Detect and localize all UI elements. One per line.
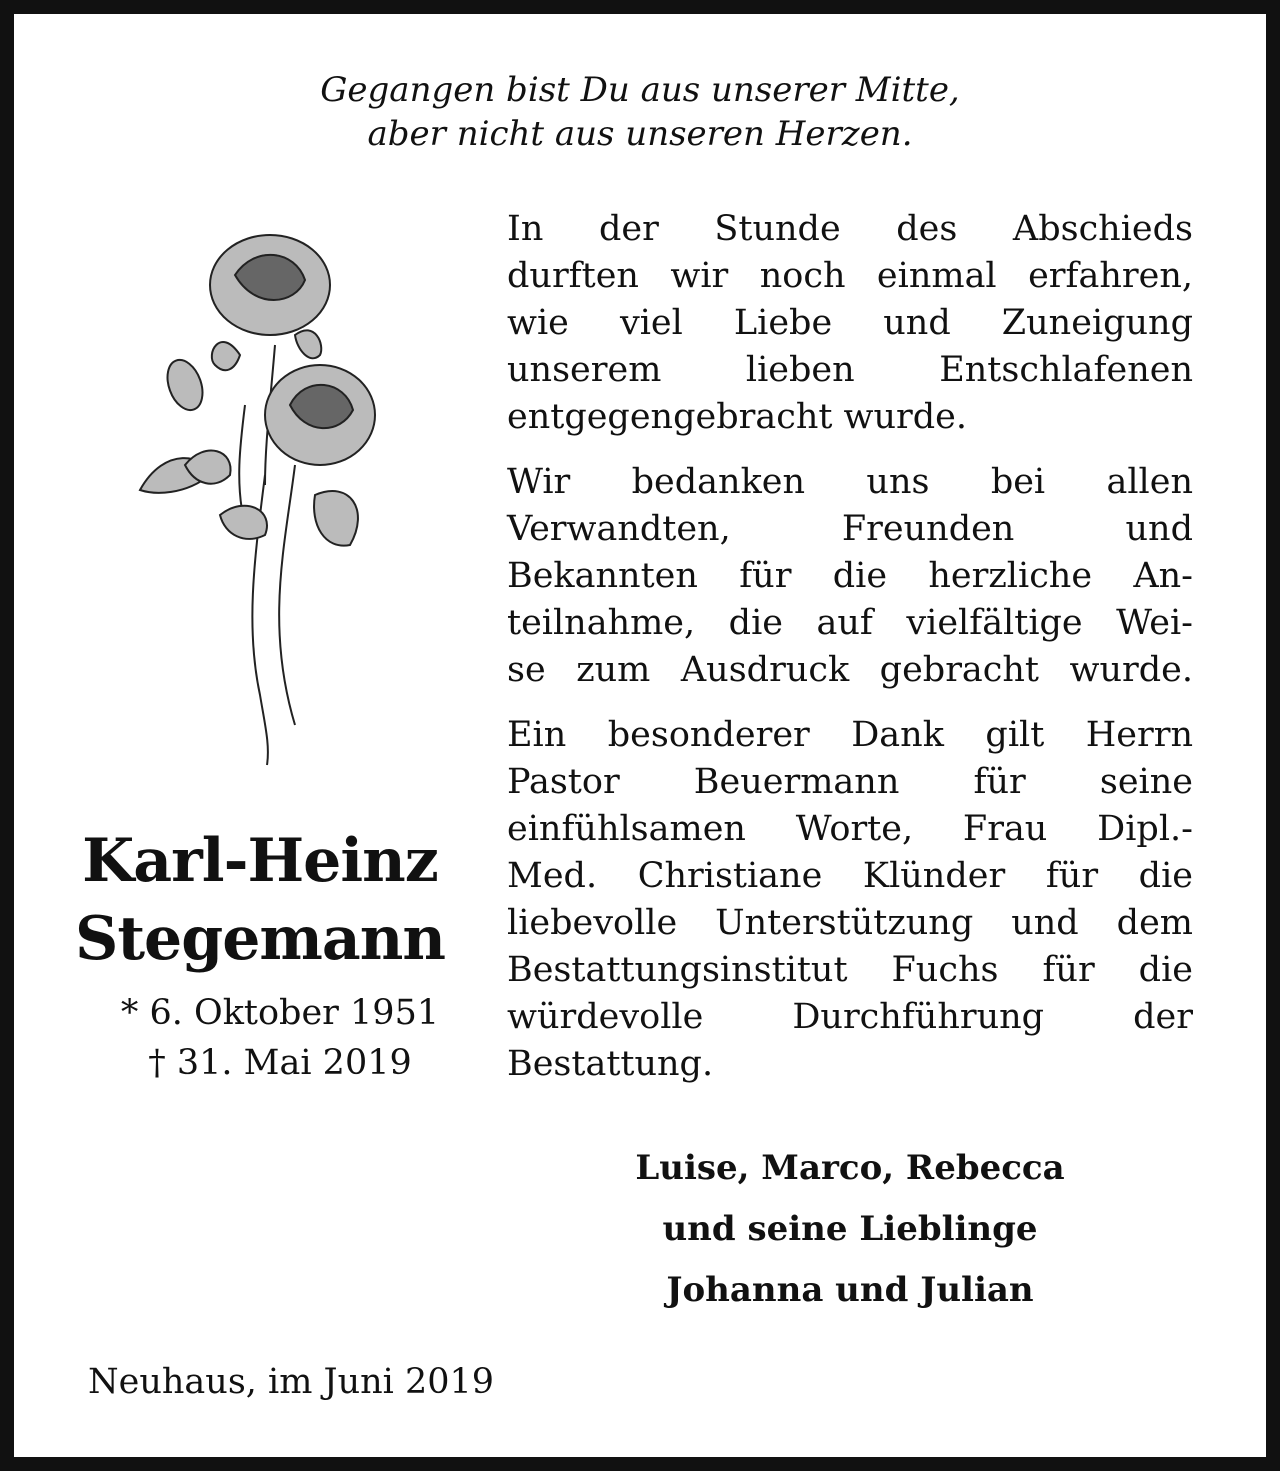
text-line: Verwandten, Freunden und: [507, 509, 1193, 549]
paragraph: [507, 459, 1193, 694]
paragraph: [507, 206, 1193, 441]
death-date: † 31. Mai 2019: [148, 1043, 412, 1083]
text-line: Bestattungsinstitut Fuchs für die: [507, 950, 1193, 990]
text-line: Med. Christiane Klünder für die: [507, 856, 1193, 896]
first-name: Karl-Heinz: [82, 826, 438, 896]
last-name: Stegemann: [75, 904, 445, 974]
paragraph: [507, 712, 1193, 1088]
rose-illustration: [125, 225, 395, 770]
text-line: unserem lieben Entschlafenen: [507, 350, 1193, 390]
text-line: Bestattung.: [507, 1044, 714, 1084]
motto-line: Gegangen bist Du aus unserer Mitte,: [320, 70, 960, 110]
motto-line: aber nicht aus unseren Herzen.: [367, 114, 913, 154]
text-line: In der Stunde des Abschieds: [507, 209, 1193, 249]
text-line: Pastor Beuermann für seine: [507, 762, 1193, 802]
deceased-name: [40, 822, 480, 978]
text-line: durften wir noch einmal erfahren,: [507, 256, 1193, 296]
text-line: entgegengebracht wurde.: [507, 397, 968, 437]
signatures: [560, 1138, 1140, 1321]
text-line: einfühlsamen Worte, Frau Dipl.-: [507, 809, 1193, 849]
signature-line: Luise, Marco, Rebecca: [635, 1148, 1065, 1188]
text-line: teilnahme, die auf vielfältige Wei-: [507, 603, 1193, 643]
text-line: liebevolle Unterstützung und dem: [507, 903, 1193, 943]
text-line: Bekannten für die herzliche An-: [507, 556, 1193, 596]
text-line: Wir bedanken uns bei allen: [507, 462, 1193, 502]
thank-you-text: [507, 206, 1193, 1106]
text-line: würdevolle Durchführung der: [507, 997, 1193, 1037]
text-line: se zum Ausdruck gebracht wurde.: [507, 650, 1193, 690]
text-line: Ein besonderer Dank gilt Herrn: [507, 715, 1193, 755]
motto: [0, 68, 1280, 156]
place-date: Neuhaus, im Juni 2019: [88, 1362, 495, 1402]
text-line: wie viel Liebe und Zuneigung: [507, 303, 1193, 343]
birth-date: * 6. Oktober 1951: [120, 993, 440, 1033]
signature-line: Johanna und Julian: [666, 1270, 1034, 1310]
life-dates: [40, 988, 520, 1088]
signature-line: und seine Lieblinge: [662, 1209, 1038, 1249]
